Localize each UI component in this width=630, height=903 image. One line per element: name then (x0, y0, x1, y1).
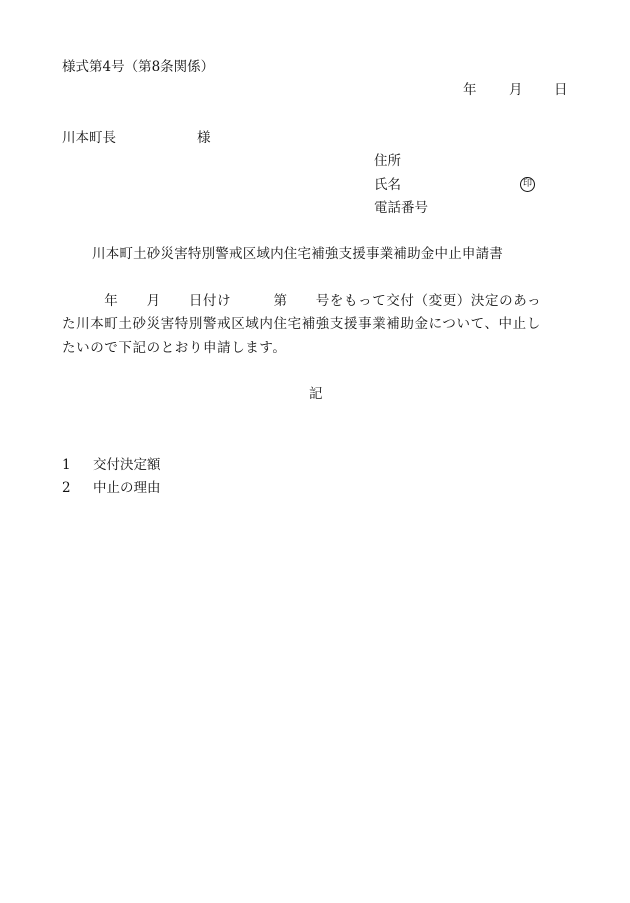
body-text-line-1: 年 月 日付け 第 号をもって交付（変更）決定のあっ (62, 293, 542, 309)
item-label-grant-amount: 交付決定額 (93, 457, 161, 473)
addressee-name: 川本町長 (62, 130, 116, 146)
date-day-label: 日 (554, 82, 568, 98)
document-title: 川本町土砂災害特別警戒区域内住宅補強支援事業補助金中止申請書 (92, 246, 503, 262)
form-number: 様式第4号（第8条関係） (62, 59, 215, 75)
body-text-line-2: た川本町土砂災害特別警戒区域内住宅補強支援事業補助金について、中止し (62, 316, 541, 332)
applicant-name-label: 氏名 (374, 177, 401, 193)
seal-mark-icon: 印 (520, 177, 535, 192)
addressee-suffix: 様 (197, 130, 211, 146)
date-year-label: 年 (463, 82, 477, 98)
body-text-line-3: たいので下記のとおり申請します。 (62, 340, 287, 356)
item-number: 1 (62, 457, 71, 473)
ki-heading: 記 (309, 386, 323, 402)
item-label-cancellation-reason: 中止の理由 (93, 480, 161, 496)
applicant-phone-label: 電話番号 (374, 200, 428, 216)
item-number: 2 (62, 480, 71, 496)
applicant-address-label: 住所 (374, 153, 401, 169)
date-month-label: 月 (509, 82, 523, 98)
